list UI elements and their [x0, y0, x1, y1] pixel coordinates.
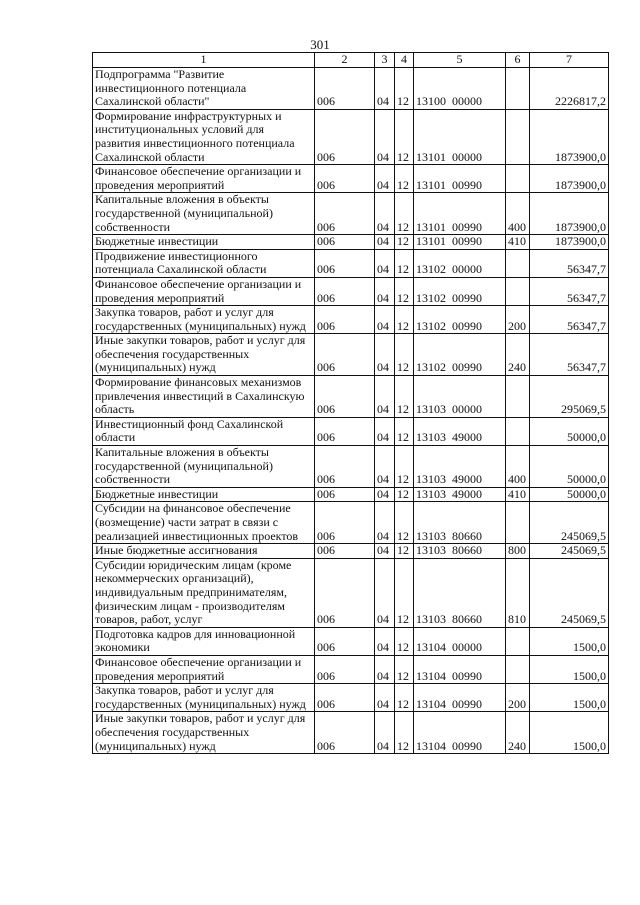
ministry-code-cell: 006 [315, 235, 375, 250]
amount-cell: 1873900,0 [530, 109, 609, 164]
section-cell: 04 [375, 558, 395, 627]
amount-cell: 1500,0 [530, 655, 609, 683]
table-row [93, 502, 609, 544]
ministry-code-cell: 006 [315, 376, 375, 418]
section-cell: 04 [375, 193, 395, 235]
budget-table [92, 52, 609, 754]
expense-type-cell [506, 165, 530, 193]
table-row [93, 417, 609, 445]
ministry-code-cell: 006 [315, 334, 375, 376]
section-cell: 04 [375, 544, 395, 559]
ministry-code-cell: 006 [315, 249, 375, 277]
section-cell: 04 [375, 502, 395, 544]
table-row [93, 109, 609, 164]
expense-type-cell: 240 [506, 712, 530, 754]
subsection-cell: 12 [395, 502, 414, 544]
amount-cell: 2226817,2 [530, 68, 609, 110]
row-name-cell: Субсидии на финансовое обеспечение (возмещение) части затрат в связи с реализацией инвестиционных проектов [93, 502, 315, 544]
table-row [93, 376, 609, 418]
row-name-cell: Подготовка кадров для инновационной экономики [93, 627, 315, 655]
table-row [93, 446, 609, 488]
row-name-cell: Закупка товаров, работ и услуг для государственных (муниципальных) нужд [93, 684, 315, 712]
ministry-code-cell: 006 [315, 68, 375, 110]
table-row [93, 655, 609, 683]
ministry-code-cell: 006 [315, 558, 375, 627]
page-number: 301 [310, 37, 330, 52]
budget-table-body [93, 53, 609, 754]
subsection-cell: 12 [395, 277, 414, 305]
row-name-cell: Капитальные вложения в объекты государственной (муниципальной) собственности [93, 446, 315, 488]
target-article-cell: 13102 00990 [414, 306, 506, 334]
row-name-cell: Иные закупки товаров, работ и услуг для обеспечения государственных (муниципальных) нужд [93, 712, 315, 754]
target-article-cell: 13101 00000 [414, 109, 506, 164]
target-article-cell: 13102 00990 [414, 334, 506, 376]
expense-type-cell: 800 [506, 544, 530, 559]
subsection-cell: 12 [395, 627, 414, 655]
expense-type-cell: 200 [506, 684, 530, 712]
row-name-cell: Подпрограмма "Развитие инвестиционного потенциала Сахалинской области" [93, 68, 315, 110]
table-row [93, 334, 609, 376]
target-article-cell: 13103 00000 [414, 376, 506, 418]
header-cell: 2 [315, 53, 375, 68]
row-name-cell: Финансовое обеспечение организации и проведения мероприятий [93, 655, 315, 683]
target-article-cell: 13101 00990 [414, 165, 506, 193]
section-cell: 04 [375, 655, 395, 683]
table-row [93, 68, 609, 110]
section-cell: 04 [375, 376, 395, 418]
subsection-cell: 12 [395, 544, 414, 559]
target-article-cell: 13104 00990 [414, 655, 506, 683]
ministry-code-cell: 006 [315, 446, 375, 488]
header-cell: 6 [506, 53, 530, 68]
section-cell: 04 [375, 627, 395, 655]
subsection-cell: 12 [395, 235, 414, 250]
amount-cell: 245069,5 [530, 558, 609, 627]
ministry-code-cell: 006 [315, 627, 375, 655]
target-article-cell: 13103 80660 [414, 502, 506, 544]
expense-type-cell [506, 249, 530, 277]
target-article-cell: 13103 80660 [414, 558, 506, 627]
expense-type-cell: 400 [506, 193, 530, 235]
target-article-cell: 13101 00990 [414, 193, 506, 235]
header-cell: 5 [414, 53, 506, 68]
subsection-cell: 12 [395, 487, 414, 502]
row-name-cell: Иные закупки товаров, работ и услуг для обеспечения государственных (муниципальных) нужд [93, 334, 315, 376]
target-article-cell: 13103 49000 [414, 446, 506, 488]
expense-type-cell [506, 109, 530, 164]
expense-type-cell: 410 [506, 235, 530, 250]
expense-type-cell [506, 502, 530, 544]
ministry-code-cell: 006 [315, 417, 375, 445]
section-cell: 04 [375, 277, 395, 305]
table-row [93, 487, 609, 502]
table-row [93, 544, 609, 559]
header-cell: 4 [395, 53, 414, 68]
table-row [93, 165, 609, 193]
subsection-cell: 12 [395, 558, 414, 627]
expense-type-cell [506, 655, 530, 683]
row-name-cell: Бюджетные инвестиции [93, 487, 315, 502]
subsection-cell: 12 [395, 446, 414, 488]
amount-cell: 1500,0 [530, 712, 609, 754]
target-article-cell: 13103 49000 [414, 487, 506, 502]
row-name-cell: Финансовое обеспечение организации и проведения мероприятий [93, 165, 315, 193]
expense-type-cell: 200 [506, 306, 530, 334]
target-article-cell: 13102 00990 [414, 277, 506, 305]
amount-cell: 50000,0 [530, 487, 609, 502]
amount-cell: 50000,0 [530, 446, 609, 488]
target-article-cell: 13101 00990 [414, 235, 506, 250]
expense-type-cell: 400 [506, 446, 530, 488]
header-cell: 1 [93, 53, 315, 68]
row-name-cell: Бюджетные инвестиции [93, 235, 315, 250]
section-cell: 04 [375, 68, 395, 110]
row-name-cell: Продвижение инвестиционного потенциала Сахалинской области [93, 249, 315, 277]
target-article-cell: 13104 00990 [414, 712, 506, 754]
subsection-cell: 12 [395, 684, 414, 712]
ministry-code-cell: 006 [315, 502, 375, 544]
subsection-cell: 12 [395, 417, 414, 445]
section-cell: 04 [375, 165, 395, 193]
subsection-cell: 12 [395, 249, 414, 277]
ministry-code-cell: 006 [315, 712, 375, 754]
table-row [93, 684, 609, 712]
table-row [93, 306, 609, 334]
table-row [93, 558, 609, 627]
amount-cell: 245069,5 [530, 544, 609, 559]
ministry-code-cell: 006 [315, 487, 375, 502]
subsection-cell: 12 [395, 165, 414, 193]
expense-type-cell: 240 [506, 334, 530, 376]
table-row [93, 712, 609, 754]
target-article-cell: 13104 00000 [414, 627, 506, 655]
amount-cell: 1873900,0 [530, 193, 609, 235]
amount-cell: 1500,0 [530, 684, 609, 712]
amount-cell: 56347,7 [530, 306, 609, 334]
amount-cell: 245069,5 [530, 502, 609, 544]
target-article-cell: 13102 00000 [414, 249, 506, 277]
table-row [93, 249, 609, 277]
table-row [93, 277, 609, 305]
section-cell: 04 [375, 684, 395, 712]
ministry-code-cell: 006 [315, 165, 375, 193]
section-cell: 04 [375, 487, 395, 502]
amount-cell: 1500,0 [530, 627, 609, 655]
subsection-cell: 12 [395, 109, 414, 164]
amount-cell: 1873900,0 [530, 235, 609, 250]
section-cell: 04 [375, 109, 395, 164]
header-cell: 7 [530, 53, 609, 68]
ministry-code-cell: 006 [315, 193, 375, 235]
amount-cell: 1873900,0 [530, 165, 609, 193]
target-article-cell: 13100 00000 [414, 68, 506, 110]
row-name-cell: Инвестиционный фонд Сахалинской области [93, 417, 315, 445]
section-cell: 04 [375, 417, 395, 445]
section-cell: 04 [375, 249, 395, 277]
section-cell: 04 [375, 235, 395, 250]
section-cell: 04 [375, 306, 395, 334]
amount-cell: 50000,0 [530, 417, 609, 445]
subsection-cell: 12 [395, 68, 414, 110]
ministry-code-cell: 006 [315, 684, 375, 712]
expense-type-cell [506, 277, 530, 305]
subsection-cell: 12 [395, 376, 414, 418]
expense-type-cell [506, 417, 530, 445]
row-name-cell: Формирование финансовых механизмов привлечения инвестиций в Сахалинскую область [93, 376, 315, 418]
table-row [93, 627, 609, 655]
expense-type-cell [506, 376, 530, 418]
target-article-cell: 13103 49000 [414, 417, 506, 445]
ministry-code-cell: 006 [315, 655, 375, 683]
subsection-cell: 12 [395, 334, 414, 376]
amount-cell: 56347,7 [530, 249, 609, 277]
expense-type-cell [506, 627, 530, 655]
subsection-cell: 12 [395, 712, 414, 754]
section-cell: 04 [375, 712, 395, 754]
section-cell: 04 [375, 446, 395, 488]
ministry-code-cell: 006 [315, 109, 375, 164]
row-name-cell: Иные бюджетные ассигнования [93, 544, 315, 559]
target-article-cell: 13104 00990 [414, 684, 506, 712]
subsection-cell: 12 [395, 193, 414, 235]
row-name-cell: Капитальные вложения в объекты государственной (муниципальной) собственности [93, 193, 315, 235]
ministry-code-cell: 006 [315, 277, 375, 305]
header-row [93, 53, 609, 68]
target-article-cell: 13103 80660 [414, 544, 506, 559]
expense-type-cell: 810 [506, 558, 530, 627]
subsection-cell: 12 [395, 655, 414, 683]
row-name-cell: Закупка товаров, работ и услуг для государственных (муниципальных) нужд [93, 306, 315, 334]
table-row [93, 235, 609, 250]
section-cell: 04 [375, 334, 395, 376]
table-row [93, 193, 609, 235]
expense-type-cell: 410 [506, 487, 530, 502]
row-name-cell: Субсидии юридическим лицам (кроме некоммерческих организаций), индивидуальным предпринимателям, физическим лицам - производителям товаров, работ, услуг [93, 558, 315, 627]
subsection-cell: 12 [395, 306, 414, 334]
ministry-code-cell: 006 [315, 544, 375, 559]
amount-cell: 56347,7 [530, 277, 609, 305]
ministry-code-cell: 006 [315, 306, 375, 334]
expense-type-cell [506, 68, 530, 110]
row-name-cell: Формирование инфраструктурных и институциональных условий для развития инвестиционного потенциала Сахалинской области [93, 109, 315, 164]
amount-cell: 56347,7 [530, 334, 609, 376]
row-name-cell: Финансовое обеспечение организации и проведения мероприятий [93, 277, 315, 305]
amount-cell: 295069,5 [530, 376, 609, 418]
header-cell: 3 [375, 53, 395, 68]
